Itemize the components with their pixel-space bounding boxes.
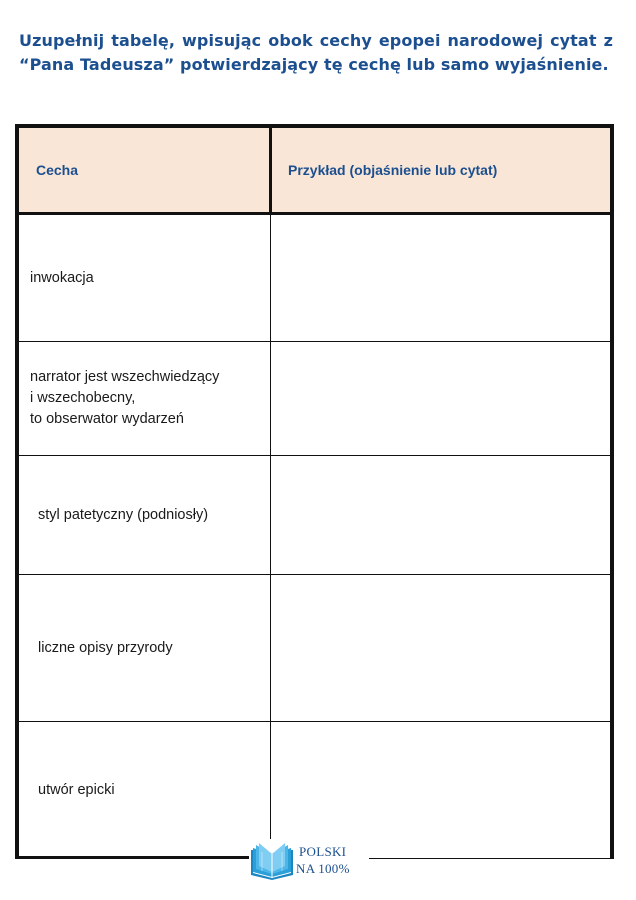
instruction-text: Uzupełnij tabelę, wpisując obok cechy epopei narodowej cytat z “Pana Tadeusza” potwierdzający tę cechę lub samo wyjaśnienie. — [19, 31, 613, 74]
logo-text — [296, 843, 350, 877]
feature-text: liczne opisy przyrody — [38, 639, 173, 656]
feature-text: utwór epicki — [38, 781, 115, 798]
table-row — [19, 722, 611, 859]
logo-line-2: NA 100% — [296, 861, 350, 876]
example-cell[interactable] — [271, 575, 611, 722]
example-cell[interactable] — [271, 342, 611, 456]
feature-text: narrator jest wszechwiedzący i wszechobecny, to obserwator wydarzeń — [30, 369, 220, 427]
table-row — [19, 456, 611, 575]
feature-cell — [19, 342, 271, 456]
feature-cell — [19, 214, 271, 342]
feature-cell — [19, 575, 271, 722]
feature-cell — [19, 722, 271, 859]
polski-logo — [249, 839, 369, 881]
logo-line-1: POLSKI — [299, 844, 347, 859]
table-header-row — [19, 128, 611, 214]
header-example: Przykład (objaśnienie lub cytat) — [271, 128, 611, 214]
example-cell[interactable] — [271, 456, 611, 575]
open-book-icon — [249, 842, 295, 880]
header-feature: Cecha — [19, 128, 271, 214]
table-row — [19, 342, 611, 456]
table-row — [19, 575, 611, 722]
table-row — [19, 214, 611, 342]
feature-text: inwokacja — [30, 269, 94, 286]
example-cell[interactable] — [271, 214, 611, 342]
features-table — [15, 124, 614, 859]
example-cell[interactable] — [271, 722, 611, 859]
feature-text: styl patetyczny (podniosły) — [38, 506, 209, 523]
feature-cell — [19, 456, 271, 575]
